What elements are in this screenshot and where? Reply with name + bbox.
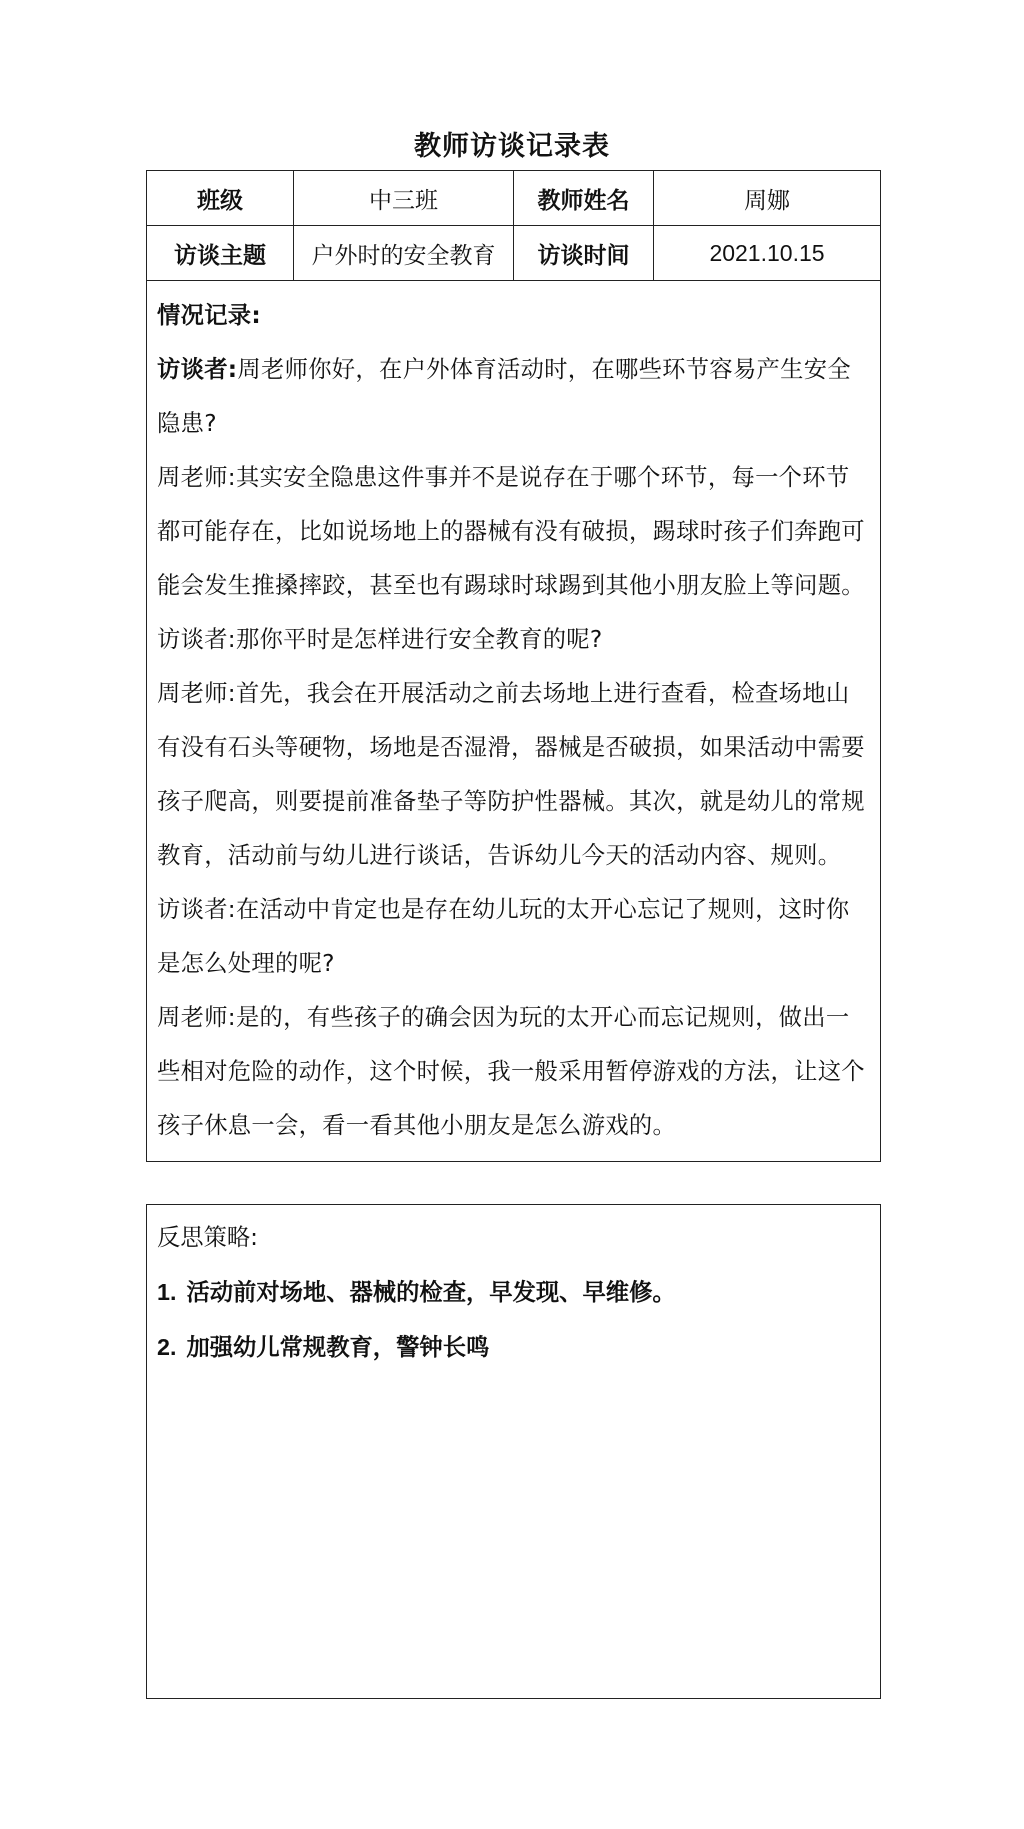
reflection-box [146,1204,881,1699]
dialogue-line [157,451,870,613]
record-heading: 情况记录: [157,302,262,329]
dialogue-text: 在活动中肯定也是存在幼儿玩的太开心忘记了规则，这时你是怎么处理的呢? [157,896,850,977]
reflection-heading: 反思策略: [157,1224,259,1251]
time-value: 2021.10.15 [709,239,825,266]
item-text: 加强幼儿常规教育，警钟长鸣 [186,1334,490,1361]
dialogue-text: 周老师你好，在户外体育活动时，在哪些环节容易产生安全隐患? [157,356,851,437]
speaker-label: 周老师: [157,464,236,491]
dialogue-line [157,991,870,1153]
speaker-label: 访谈者: [157,896,236,923]
speaker-label: 周老师: [157,1004,236,1031]
dialogue-text: 那你平时是怎样进行安全教育的呢? [235,626,603,653]
reflection-item [157,1265,870,1320]
time-label: 访谈时间 [514,226,654,280]
interview-record-table [146,170,881,1162]
reflection-item [157,1320,870,1375]
dialogue-line [157,883,870,991]
dialogue-line [157,667,870,883]
speaker-label: 访谈者: [157,356,238,383]
dialogue-line [157,613,870,667]
item-number: 2. [157,1334,177,1360]
item-text: 活动前对场地、器械的检查，早发现、早维修。 [186,1279,676,1306]
speaker-label: 周老师: [157,680,236,707]
teacher-label: 教师姓名 [514,171,654,225]
class-value: 中三班 [294,171,514,225]
dialogue-line [157,343,870,451]
info-row-class [147,171,880,226]
topic-value: 户外时的安全教育 [294,226,514,280]
teacher-value: 周娜 [744,186,790,213]
dialogue-text: 首先，我会在开展活动之前去场地上进行查看，检查场地山有没有石头等硬物，场地是否湿滑，器械是否破损，如果活动中需要孩子爬高，则要提前准备垫子等防护性器械。其次，就是幼儿的常规教育，活动前与幼儿进行谈话，告诉幼儿今天的活动内容、规则。 [157,680,865,869]
page-title: 教师访谈记录表 [414,131,610,162]
item-number: 1. [157,1279,177,1305]
dialogue-text: 是的，有些孩子的确会因为玩的太开心而忘记规则，做出一些相对危险的动作，这个时候，我一般采用暂停游戏的方法，让这个孩子休息一会，看一看其他小朋友是怎么游戏的。 [157,1004,865,1139]
topic-label: 访谈主题 [147,226,294,280]
speaker-label: 访谈者: [157,626,236,653]
class-label: 班级 [147,171,294,225]
record-notes [147,281,880,1161]
info-row-topic [147,226,880,281]
dialogue-text: 其实安全隐患这件事并不是说存在于哪个环节，每一个环节都可能存在，比如说场地上的器械有没有破损，踢球时孩子们奔跑可能会发生推搡摔跤，甚至也有踢球时球踢到其他小朋友脸上等问题。 [157,464,865,599]
